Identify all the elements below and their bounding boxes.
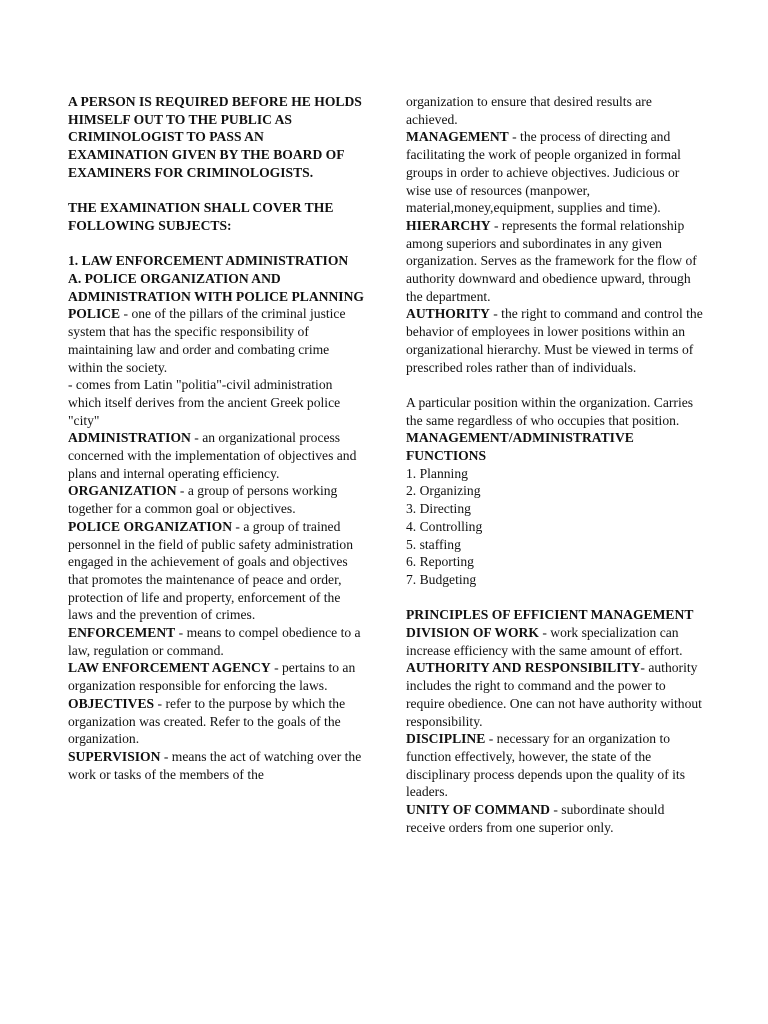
term-management: MANAGEMENT [406,129,509,145]
supervision-continued-text: organization to ensure that desired results are achieved. [406,94,652,127]
definition-text: - a group of persons working together for a common goal or objectives. [68,483,338,517]
definition-text: - an organizational process concerned with the implementation of objectives and plans and internal operating efficiency. [68,430,357,481]
definition-discipline [406,730,706,801]
term-objectives: OBJECTIVES [68,695,155,711]
definition-administration [68,429,364,482]
function-item: 7. Budgeting [406,571,477,587]
function-item: 1. Planning [406,465,468,481]
spacer [406,589,706,607]
intro-heading: A PERSON IS REQUIRED BEFORE HE HOLDS HIMSELF OUT TO THE PUBLIC AS CRIMINOLOGIST TO PASS AN EXAMINATION GIVEN BY THE BOARD OF EXAMINERS FOR CRIMINOLOGISTS. [68,94,362,180]
subject-1a-heading: A. POLICE ORGANIZATION AND ADMINISTRATION WITH POLICE PLANNING [68,271,364,304]
definition-supervision [68,748,364,783]
definition-text: - a group of trained personnel in the field of public safety administration engaged in the achievement of goals and objectives that promotes the maintenance of peace and order, protection of life and property, enforcement of the laws and the prevention of crimes. [68,518,354,623]
definition-hierarchy [406,217,706,306]
definition-text: - the right to command and control the behavior of employees in lower positions within an organizational hierarchy. Must be viewed in terms of prescribed roles rather than of individuals. [406,306,703,375]
definition-police-organization [68,518,364,624]
term-enforcement: ENFORCEMENT [68,625,176,641]
position-text: A particular position within the organization. Carries the same regardless of who occupies that position. [406,394,694,428]
term-discipline: DISCIPLINE [406,731,486,747]
term-authority-and-responsibility: AUTHORITY AND RESPONSIBILITY [406,660,641,676]
spacer [68,182,364,200]
term-police: POLICE [68,306,121,322]
definition-organization [68,482,364,517]
function-item: 5. staffing [406,536,461,552]
police-origin-text: - comes from Latin "politia"-civil administration which itself derives from the ancient Greek police "city" [68,377,341,428]
definition-text: - means the act of watching over the work or tasks of the members of the [68,748,362,782]
spacer [68,235,364,253]
right-column [406,93,706,837]
term-division-of-work: DIVISION OF WORK [406,625,539,641]
subject-1-heading: 1. LAW ENFORCEMENT ADMINISTRATION [68,253,349,269]
definition-text: - one of the pillars of the criminal justice system that has the specific responsibility of maintaining law and order and combating crime within the society. [68,306,346,375]
definition-authority [406,305,706,376]
definition-law-enforcement-agency [68,659,364,694]
term-authority: AUTHORITY [406,306,490,322]
spacer [406,376,706,394]
left-column [68,93,364,783]
definition-management [406,128,706,217]
definition-text: - authority includes the right to command and the power to require obedience. One can not have authority without responsibility. [406,660,702,729]
function-item: 2. Organizing [406,483,481,499]
term-police-organization: POLICE ORGANIZATION [68,518,233,534]
definition-text: - refer to the purpose by which the organization was created. Refer to the goals of the organization. [68,695,346,747]
term-unity-of-command: UNITY OF COMMAND [406,802,550,818]
function-item: 4. Controlling [406,518,483,534]
definition-objectives [68,695,364,748]
definition-text: - necessary for an organization to function effectively, however, the state of the disciplinary process depends upon the quality of its leaders. [406,731,685,800]
definition-text: - represents the formal relationship among superiors and subordinates in any given organization. Serves as the framework for the flow of authority downward and obedience upward, through the department. [406,217,697,304]
term-hierarchy: HIERARCHY [406,217,491,233]
definition-text: - subordinate should receive orders from one superior only. [406,802,665,835]
definition-police [68,305,364,376]
definition-text: - pertains to an organization responsible for enforcing the laws. [68,660,356,694]
definition-enforcement [68,624,364,659]
term-supervision: SUPERVISION [68,748,161,764]
term-administration: ADMINISTRATION [68,430,191,446]
function-item: 3. Directing [406,501,471,517]
definition-division-of-work [406,624,706,730]
definition-unity-of-command [406,801,706,836]
definition-text: - means to compel obedience to a law, regulation or command. [68,625,361,658]
term-organization: ORGANIZATION [68,483,177,499]
exam-cover-heading: THE EXAMINATION SHALL COVER THE FOLLOWING SUBJECTS: [68,200,334,233]
function-item: 6. Reporting [406,554,474,570]
functions-heading: MANAGEMENT/ADMINISTRATIVE FUNCTIONS [406,430,634,464]
definition-text: - the process of directing and facilitating the work of people organized in formal groups in order to achieve objectives. Judicious or wise use of resources (manpower, material,money,equipment, supplies and time). [406,129,681,216]
principles-heading: PRINCIPLES OF EFFICIENT MANAGEMENT [406,607,694,623]
definition-text: - work specialization can increase efficiency with the same amount of effort. [406,625,683,658]
term-law-enforcement-agency: LAW ENFORCEMENT AGENCY [68,660,271,676]
